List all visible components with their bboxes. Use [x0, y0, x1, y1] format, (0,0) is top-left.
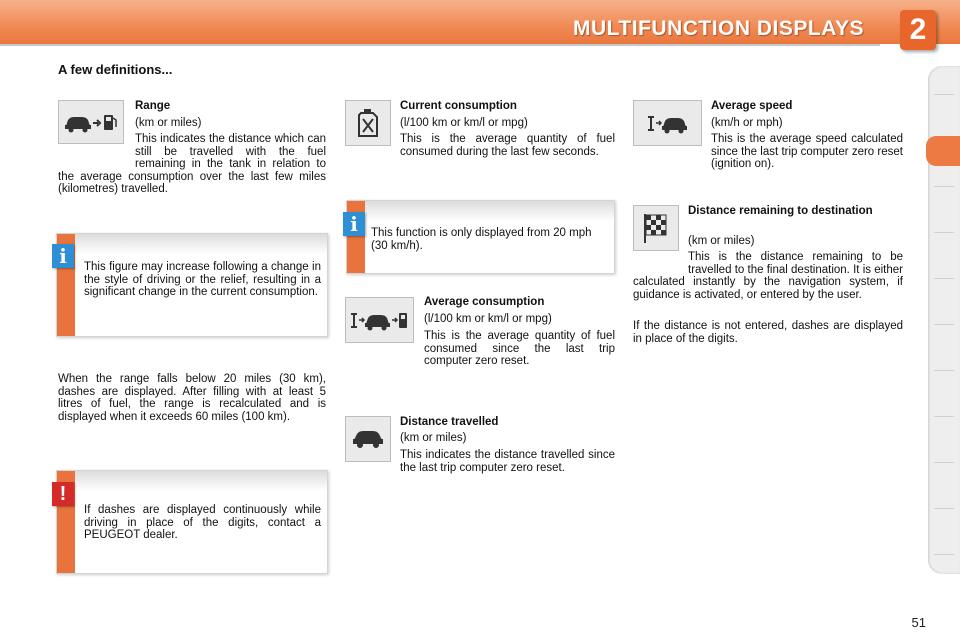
current-consumption-info-note: [346, 200, 615, 274]
distance-remaining-unit: (km or miles): [688, 235, 755, 247]
range-low-fuel-paragraph: When the range falls below 20 miles (30 km), dashes are displayed. After filling with at least 5 litres of fuel, the range is recalculated and is displayed when it exceeds 60 miles (100 km).: [58, 373, 326, 423]
distance-travelled-description: This indicates the distance travelled since the last trip computer zero reset.: [400, 449, 615, 474]
distance-travelled-icon-box: [345, 416, 391, 462]
tab-divider: [934, 462, 954, 463]
current-consumption-description: This is the average quantity of fuel consumed during the last few seconds.: [400, 133, 615, 158]
current-consumption-heading: Current consumption: [400, 100, 517, 112]
average-consumption-description: This is the average quantity of fuel consumed since the last trip computer zero reset.: [424, 330, 615, 368]
chapter-number-badge: 2: [900, 10, 936, 50]
distance-travelled-heading: Distance travelled: [400, 416, 499, 428]
current-consumption-icon-box: [345, 100, 391, 146]
range-info-text: This figure may increase following a change in the style of driving or the relief, resulting in a significant change in the current consumption.: [84, 261, 321, 299]
range-info-note: [56, 233, 328, 337]
dashes-warning-note: [56, 470, 328, 574]
page-header: [0, 0, 960, 44]
distance-remaining-heading: Distance remaining to destination: [688, 205, 873, 217]
tab-divider: [934, 278, 954, 279]
tab-divider: [934, 370, 954, 371]
distance-remaining-note: If the distance is not entered, dashes are displayed in place of the digits.: [633, 320, 903, 345]
distance-travelled-unit: (km or miles): [400, 432, 467, 444]
marker-to-car-icon: [646, 110, 690, 136]
average-speed-unit: (km/h or mph): [711, 117, 783, 129]
info-icon: i: [52, 244, 74, 268]
tab-divider: [934, 94, 954, 95]
average-speed-description: This is the average speed calculated since the last trip computer zero reset (ignition on).: [711, 133, 903, 171]
distance-remaining-description: This is the distance remaining to be travelled to the final destination. It is either calculated instantly by the navigation system, if guidance is activated, or entered by the user.: [633, 251, 903, 301]
chequered-flag-icon: [640, 211, 672, 245]
section-title: A few definitions...: [58, 62, 173, 77]
range-heading: Range: [135, 100, 171, 112]
average-speed-icon-box: [633, 100, 702, 146]
average-consumption-heading: Average consumption: [424, 296, 545, 308]
car-to-fuel-pump-icon: [62, 109, 120, 135]
header-divider: [0, 44, 880, 46]
range-description: This indicates the distance which can still be travelled with the fuel remaining in the tank in relation to the average consumption over the last few miles (kilometres) travelled.: [58, 133, 326, 196]
current-consumption-unit: (l/100 km or km/l or mpg): [400, 117, 528, 129]
tab-divider: [934, 554, 954, 555]
car-icon: [351, 428, 385, 450]
warning-icon: !: [52, 482, 74, 506]
tab-divider: [934, 186, 954, 187]
average-consumption-unit: (l/100 km or km/l or mpg): [424, 313, 552, 325]
page-title: MULTIFUNCTION DISPLAYS: [572, 17, 864, 40]
note-gradient: [75, 471, 327, 491]
tab-divider: [934, 232, 954, 233]
average-consumption-icon-box: [345, 297, 414, 343]
tab-divider: [934, 416, 954, 417]
info-icon: i: [343, 212, 365, 236]
tab-divider: [934, 508, 954, 509]
active-chapter-tab[interactable]: [926, 136, 960, 166]
marker-car-fuel-icon: [349, 307, 411, 333]
page-number: 51: [911, 615, 926, 630]
tab-divider: [934, 324, 954, 325]
note-gradient: [75, 234, 327, 254]
distance-remaining-icon-box: [633, 205, 679, 251]
dashes-warning-text: If dashes are displayed continuously while driving in place of the digits, contact a PEUGEOT dealer.: [84, 504, 321, 542]
current-consumption-info-text: This function is only displayed from 20 mph (30 km/h).: [371, 227, 592, 252]
note-gradient: [365, 201, 614, 221]
fuel-can-icon: [355, 107, 381, 139]
average-speed-heading: Average speed: [711, 100, 793, 112]
range-unit: (km or miles): [135, 117, 202, 129]
